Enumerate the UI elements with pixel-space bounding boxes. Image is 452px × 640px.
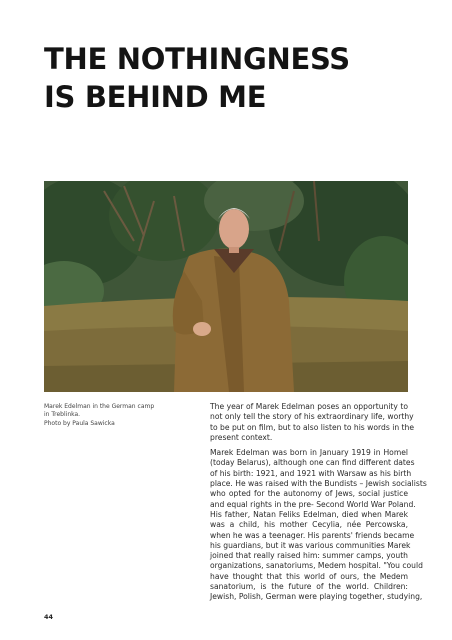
body-line: and equal rights in the pre- Second World War Poland. (210, 499, 416, 509)
body-line: not only tell the story of his extraordinary life, worthy (210, 412, 414, 422)
photo-marek-edelman (44, 181, 408, 392)
caption-line: in Treblinka. (44, 411, 81, 419)
body-line: who opted for the autonomy of Jews, social justice (210, 489, 408, 499)
body-line: have thought that this world of ours, the Medem (210, 571, 408, 581)
body-line: sanatorium, is the future of the world. Children: (210, 582, 408, 592)
title-line-2: IS BEHIND ME (44, 80, 267, 114)
page-title (44, 40, 424, 116)
paragraph-intro (210, 402, 415, 443)
body-line: of his birth: 1921, and 1921 with Warsaw as his birth (210, 468, 412, 478)
photo-caption (44, 403, 194, 428)
body-line: organizations, sanatoriums, Medem hospital. "You could (210, 561, 423, 571)
body-line: when he was a teenager. His parents' friends became (210, 530, 415, 540)
body-line: Jewish, Polish, German were playing together, studying, (210, 592, 423, 602)
body-line: The year of Marek Edelman poses an opportunity to (210, 402, 408, 411)
body-line: present context. (210, 432, 273, 442)
article-body (210, 402, 427, 608)
caption-line: Marek Edelman in the German camp (44, 403, 155, 410)
caption-line: Photo by Paula Sawicka (44, 419, 115, 427)
page-number: 44 (44, 613, 54, 621)
body-line: was a child, his mother Cecylia, née Percowska, (210, 520, 408, 530)
title-line-1: THE NOTHINGNESS (44, 42, 350, 76)
body-line: Marek Edelman was born in January 1919 in Homel (210, 448, 408, 458)
body-line: (today Belarus), although one can find different dates (210, 458, 415, 468)
body-line: joined that really raised him: summer camps, youth (210, 551, 408, 561)
paragraph-biography (210, 448, 427, 602)
body-line: his guardians, but it was various communities Marek (210, 540, 411, 550)
body-line: to be put on film, but to also listen to his words in the (210, 422, 415, 432)
body-line: place. He was raised with the Bundists – Jewish socialists (210, 479, 427, 489)
body-line: His father, Natan Feliks Edelman, died when Marek (210, 509, 408, 519)
